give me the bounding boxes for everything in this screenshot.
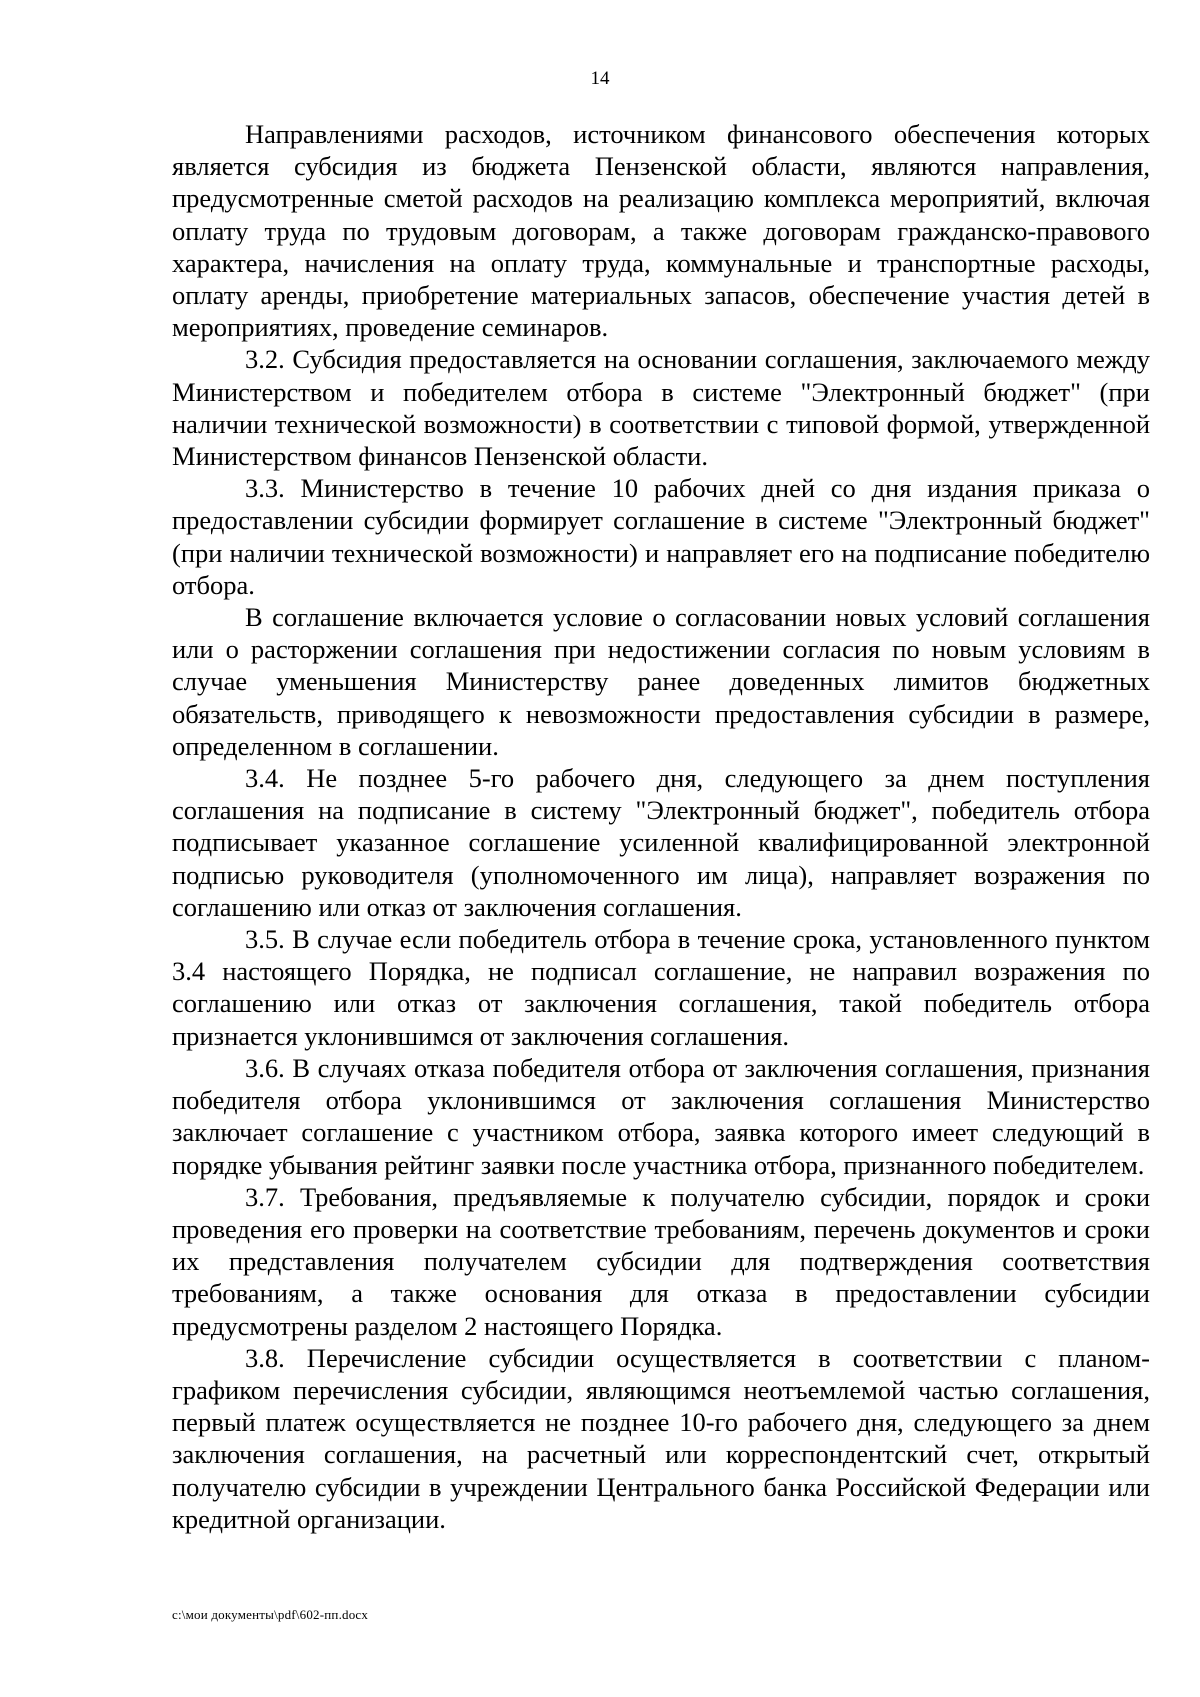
footer-file-path: c:\мои документы\pdf\602-пп.docx: [172, 1607, 369, 1622]
paragraph-expense-directions: Направлениями расходов, источником финансового обеспечения которых является субсидия из бюджета Пензенской области, являются направления, предусмотренные сметой расходов на реализацию комплекса мероприятий, включая оплату труда по трудовым договорам, а также договорам гражданско-правового характера, начисления на оплату труда, коммунальные и транспортные расходы, оплату аренды, приобретение материальных запасов, обеспечение участия детей в мероприятиях, проведение семинаров.: [172, 119, 1150, 343]
paragraph-3-3: 3.3. Министерство в течение 10 рабочих дней со дня издания приказа о предоставлении субсидии формирует соглашение в системе "Электронный бюджет" (при наличии технической возможности) и направляет его на подписание победителю отбора.: [172, 473, 1150, 600]
paragraph-3-2: 3.2. Субсидия предоставляется на основании соглашения, заключаемого между Министерством и победителем отбора в системе "Электронный бюджет" (при наличии технической возможности) в соответствии с типовой формой, утвержденной Министерством финансов Пензенской области.: [172, 344, 1150, 472]
paragraph-3-4: 3.4. Не позднее 5-го рабочего дня, следующего за днем поступления соглашения на подписание в систему "Электронный бюджет", победитель отбора подписывает указанное соглашение усиленной квалифицированной электронной подписью руководителя (уполномоченного им лица), направляет возражения по соглашению или отказ от заключения соглашения.: [172, 763, 1150, 922]
paragraph-3-7: 3.7. Требования, предъявляемые к получателю субсидии, порядок и сроки проведения его проверки на соответствие требованиям, перечень документов и сроки их представления получателем субсидии для подтверждения соответствия требованиям, а также основания для отказа в предоставлении субсидии предусмотрены разделом 2 настоящего Порядка.: [172, 1181, 1150, 1341]
document-body: [172, 118, 1150, 1535]
paragraph-3-8: 3.8. Перечисление субсидии осуществляется в соответствии с планом-графиком перечисления субсидии, являющимся неотъемлемой частью соглашения, первый платеж осуществляется не позднее 10-го рабочего дня, следующего за днем заключения соглашения, на расчетный или корреспондентский счет, открытый получателю субсидии в учреждении Центрального банка Российской Федерации или кредитной организации.: [172, 1342, 1150, 1534]
paragraph-agreement-conditions: В соглашение включается условие о согласовании новых условий соглашения или о расторжении соглашения при недостижении согласия по новым условиям в случае уменьшения Министерству ранее доведенных лимитов бюджетных обязательств, приводящего к невозможности предоставления субсидии в размере, определенном в соглашении.: [172, 602, 1150, 761]
page-number: 14: [590, 68, 610, 89]
paragraph-3-5: 3.5. В случае если победитель отбора в течение срока, установленного пунктом 3.4 настоящего Порядка, не подписал соглашение, не направил возражения по соглашению или отказ от заключения соглашения, такой победитель отбора признается уклонившимся от заключения соглашения.: [172, 924, 1150, 1051]
paragraph-3-6: 3.6. В случаях отказа победителя отбора от заключения соглашения, признания победителя отбора уклонившимся от заключения соглашения Министерство заключает соглашение с участником отбора, заявка которого имеет следующий в порядке убывания рейтинг заявки после участника отбора, признанного победителем.: [172, 1052, 1150, 1180]
